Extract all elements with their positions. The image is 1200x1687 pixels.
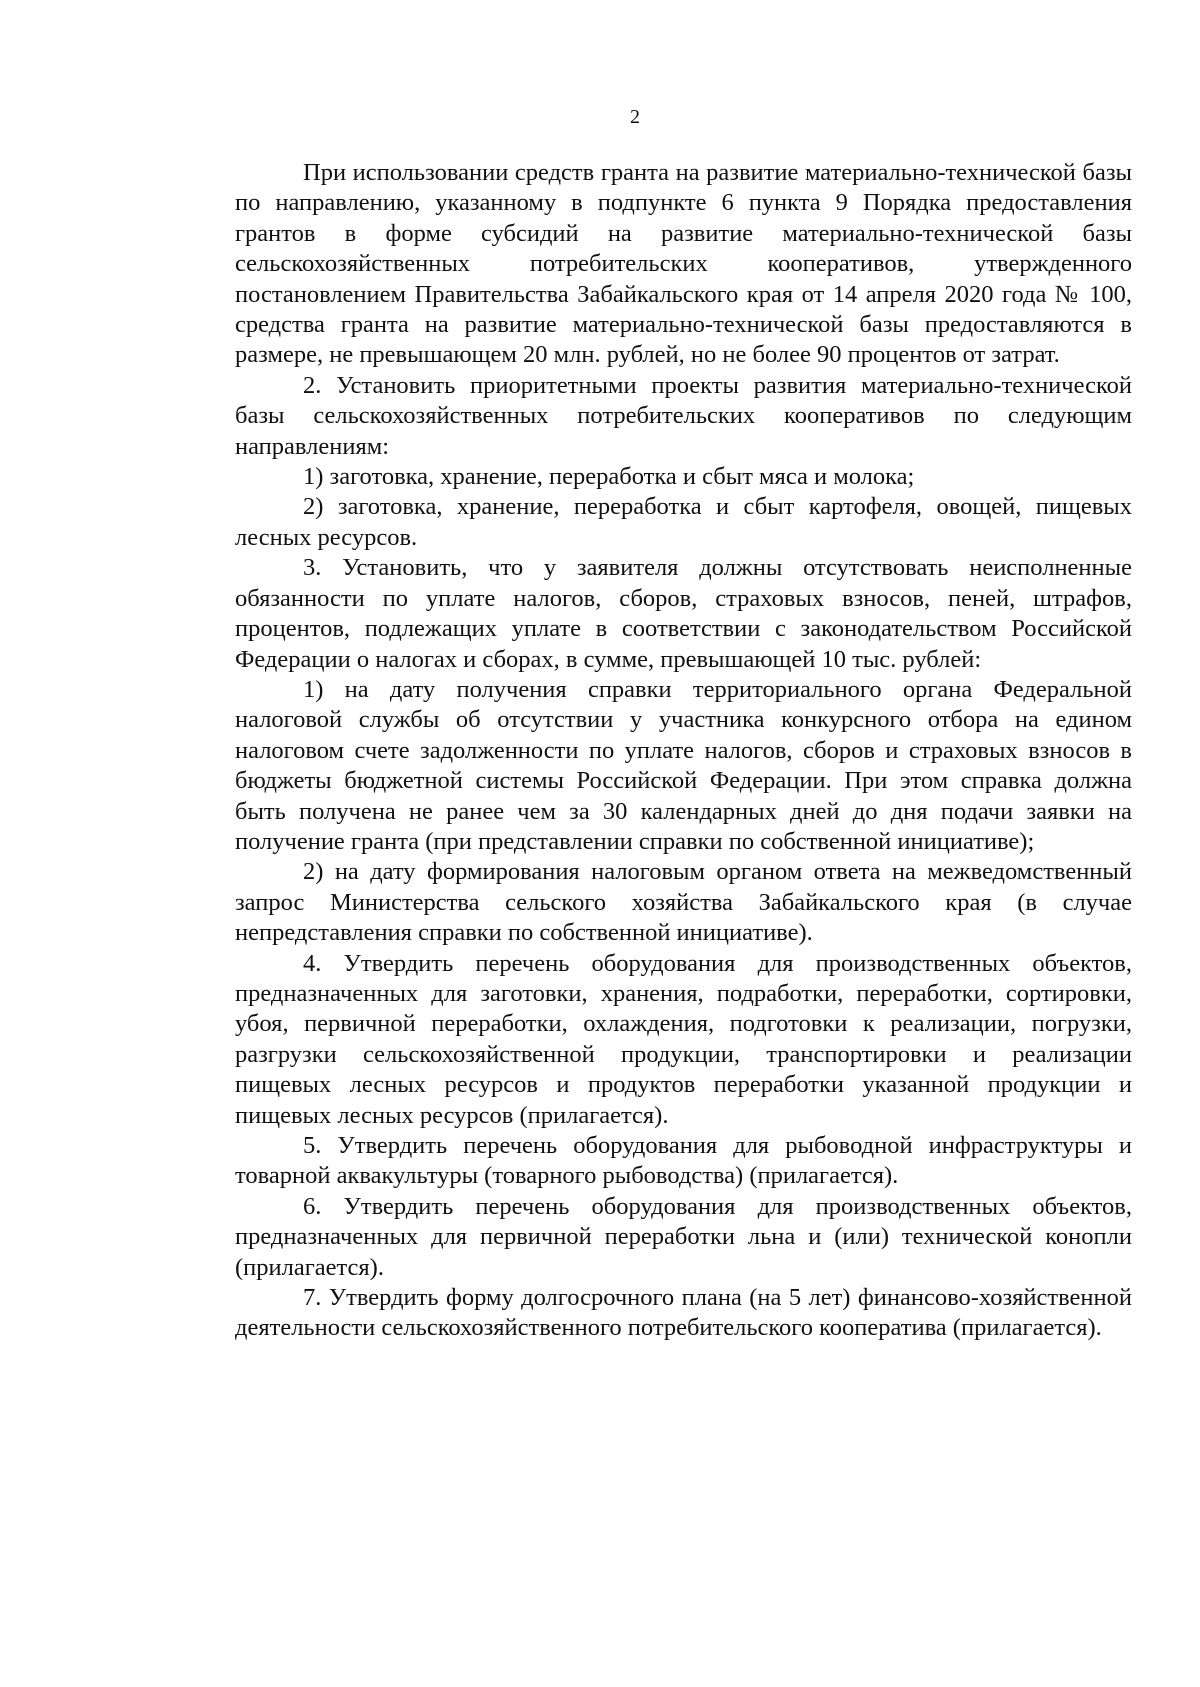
- page-number: 2: [630, 106, 640, 128]
- paragraph-item-2-sub-2: 2) заготовка, хранение, переработка и сбыт картофеля, овощей, пищевых лесных ресурсов.: [235, 493, 1132, 551]
- paragraph-item-4: 4. Утвердить перечень оборудования для производственных объектов, предназначенных для заготовки, хранения, подработки, переработки, сортировки, убоя, первичной переработки, охлаждения, подготовки к реализации, погрузки, разгрузки сельскохозяйственной продукции, транспортировки и реализации пищевых лесных ресурсов и продуктов переработки указанной продукции и пищевых лесных ресурсов (прилагается).: [235, 949, 1132, 1129]
- paragraph-item-6: 6. Утвердить перечень оборудования для производственных объектов, предназначенных для первичной переработки льна и (или) технической конопли (прилагается).: [235, 1192, 1132, 1281]
- paragraph-item-2: 2. Установить приоритетными проекты развития материально-технической базы сельскохозяйственных потребительских кооперативов по следующим направлениям:: [235, 371, 1132, 460]
- document-body: [235, 158, 1132, 1344]
- paragraph-item-2-sub-1: 1) заготовка, хранение, переработка и сбыт мяса и молока;: [303, 463, 915, 491]
- paragraph-item-3-sub-2: 2) на дату формирования налоговым органом ответа на межведомственный запрос Министерства сельского хозяйства Забайкальского края (в случае непредставления справки по собственной инициативе).: [235, 858, 1132, 947]
- paragraph-item-7: 7. Утвердить форму долгосрочного плана (на 5 лет) финансово-хозяйственной деятельности сельскохозяйственного потребительского кооператива (прилагается).: [235, 1284, 1132, 1342]
- paragraph-item-3-sub-1: 1) на дату получения справки территориального органа Федеральной налоговой службы об отсутствии у участника конкурсного отбора на едином налоговом счете задолженности по уплате налогов, сборов и страховых взносов в бюджеты бюджетной системы Российской Федерации. При этом справка должна быть получена не ранее чем за 30 календарных дней до дня подачи заявки на получение гранта (при представлении справки по собственной инициативе);: [235, 675, 1132, 855]
- paragraph-grant-funds: При использовании средств гранта на развитие материально-технической базы по направлению, указанному в подпункте 6 пункта 9 Порядка предоставления грантов в форме субсидий на развитие материально-технической базы сельскохозяйственных потребительских кооперативов, утвержденного постановлением Правительства Забайкальского края от 14 апреля 2020 года № 100, средства гранта на развитие материально-технической базы предоставляются в размере, не превышающем 20 млн. рублей, но не более 90 процентов от затрат.: [235, 159, 1132, 369]
- paragraph-item-3: 3. Установить, что у заявителя должны отсутствовать неисполненные обязанности по уплате налогов, сборов, страховых взносов, пеней, штрафов, процентов, подлежащих уплате в соответствии с законодательством Российской Федерации о налогах и сборах, в сумме, превышающей 10 тыс. рублей:: [235, 554, 1132, 673]
- paragraph-item-5: 5. Утвердить перечень оборудования для рыбоводной инфраструктуры и товарной аквакультуры (товарного рыбоводства) (прилагается).: [235, 1132, 1132, 1190]
